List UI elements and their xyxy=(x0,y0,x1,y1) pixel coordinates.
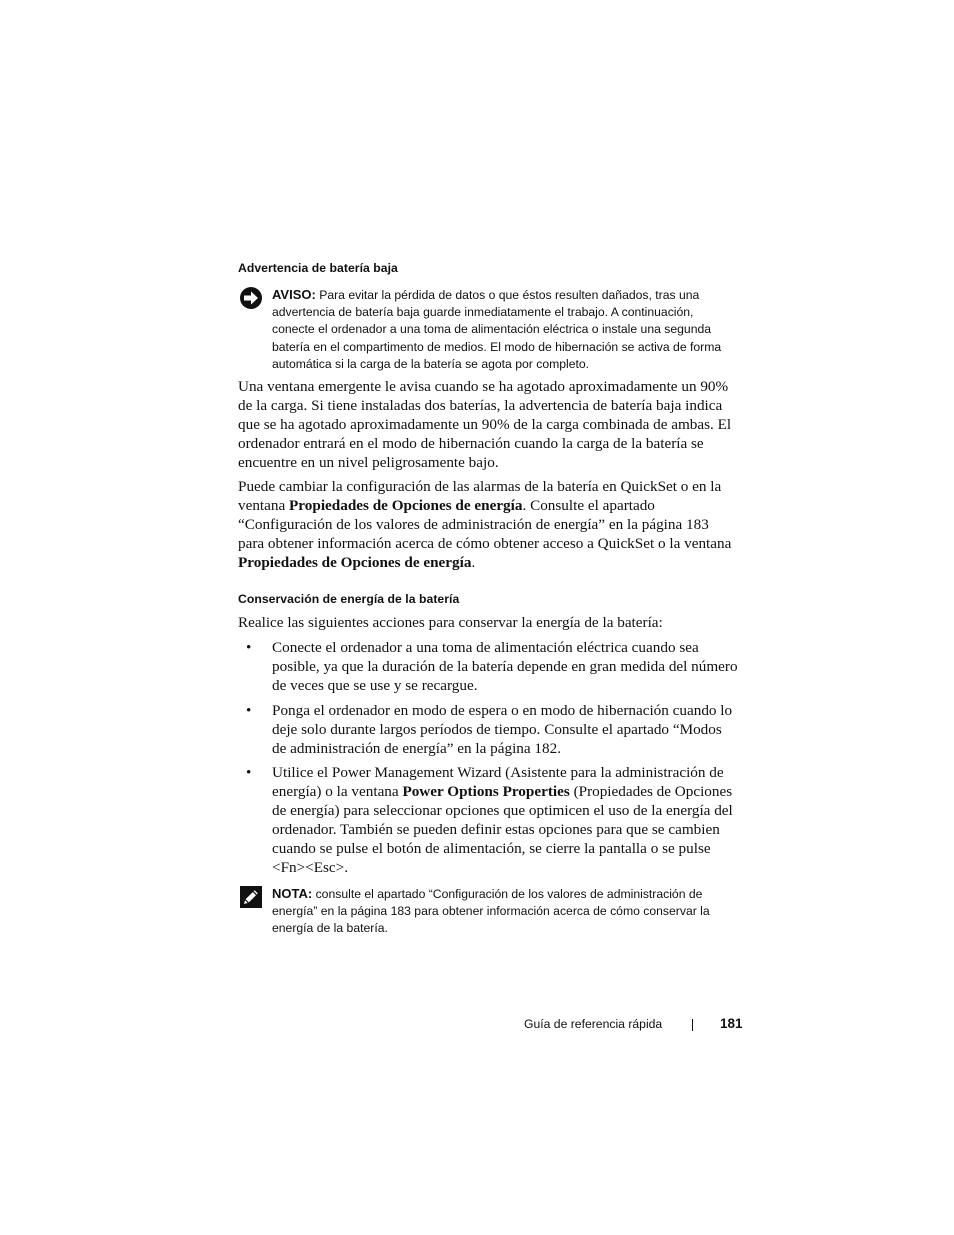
para2-part2: . Consulte el apartado “Configuración de los valores de administración de energía” en la página 183 para obtener información acerca de cómo obtener acceso a QuickSet o la ventana xyxy=(238,496,732,552)
conservation-bullet-list xyxy=(238,639,738,884)
footer-title: Guía de referencia rápida xyxy=(524,1017,663,1031)
section-heading-low-battery: Advertencia de batería baja xyxy=(238,261,398,275)
notice-label: AVISO: xyxy=(272,287,316,302)
note-label: NOTA: xyxy=(272,886,313,901)
section-heading-battery-conservation: Conservación de energía de la batería xyxy=(238,592,460,606)
note-text: consulte el apartado “Configuración de los valores de administración de energía” en la página 183 para obtener información acerca de cómo conservar la energía de la batería. xyxy=(272,887,710,936)
bullet-text: Conecte el ordenador a una toma de alimentación eléctrica cuando sea posible, ya que la duración de la batería depende en gran medida del número de veces que se use y se recargue. xyxy=(272,639,738,694)
bullet-text: Ponga el ordenador en modo de espera o en modo de hibernación cuando lo deje solo durante largos períodos de tiempo. Consulte el apartado “Modos de administración de energía” en la página 182. xyxy=(272,701,733,757)
note-text-container xyxy=(272,885,738,938)
list-item xyxy=(238,764,738,877)
para2-bold2: Propiedades de Opciones de energía xyxy=(238,553,472,571)
para2-bold1: Propiedades de Opciones de energía xyxy=(289,496,523,514)
paragraph-conservation-intro: Realice las siguientes acciones para conservar la energía de la batería: xyxy=(238,614,663,631)
para2-part3: . xyxy=(471,553,476,571)
page-number: 181 xyxy=(720,1016,743,1031)
para2-part1: Puede cambiar la configuración de las alarmas de la batería en QuickSet o en la ventana xyxy=(238,478,722,514)
list-item xyxy=(238,639,738,696)
notice-text: Para evitar la pérdida de datos o que éstos resulten dañados, tras una advertencia de batería baja guarde inmediatamente el trabajo. A continuación, conecte el ordenador a una toma de alimentación eléctrica o instale una segunda batería en el compartimento de medios. El modo de hibernación se activa de forma automática si la carga de la batería se agota por completo. xyxy=(272,288,722,371)
paragraph-alarm-settings xyxy=(238,478,738,573)
note-block xyxy=(238,885,738,938)
paragraph-low-battery-popup: Una ventana emergente le avisa cuando se ha agotado aproximadamente un 90% de la carga. Si tiene instaladas dos baterías, la advertencia de batería baja indica que se ha agotado aproximadamente un 90% de la carga combinada de ambas. El ordenador entrará en el modo de hibernación cuando la carga de la batería se encuentre en un nivel peligrosamente bajo. xyxy=(238,378,732,471)
bullet3-bold: Power Options Properties xyxy=(402,783,570,801)
bullet-icon: • xyxy=(246,701,252,719)
bullet-icon: • xyxy=(246,639,252,656)
footer-divider xyxy=(692,1019,693,1031)
bullet3-part1: Utilice el Power Management Wizard (Asistente para la administración de energía) o la ventana xyxy=(272,764,724,801)
bullet-icon: • xyxy=(246,764,252,782)
notice-arrow-icon xyxy=(239,286,263,310)
notice-text-container xyxy=(272,286,738,373)
page-footer xyxy=(0,1014,954,1036)
notice-block xyxy=(238,286,738,373)
bullet-text xyxy=(272,764,733,876)
bullet3-part2: (Propiedades de Opciones de energía) para seleccionar opciones que optimicen el uso de la energía del ordenador. También se pueden definir estas opciones para que se cambien cuando se pulse el botón de alimentación, se cierre la pantalla o se pulse <Fn><Esc>. xyxy=(272,783,733,876)
list-item xyxy=(238,702,738,759)
note-pencil-icon xyxy=(239,885,263,909)
